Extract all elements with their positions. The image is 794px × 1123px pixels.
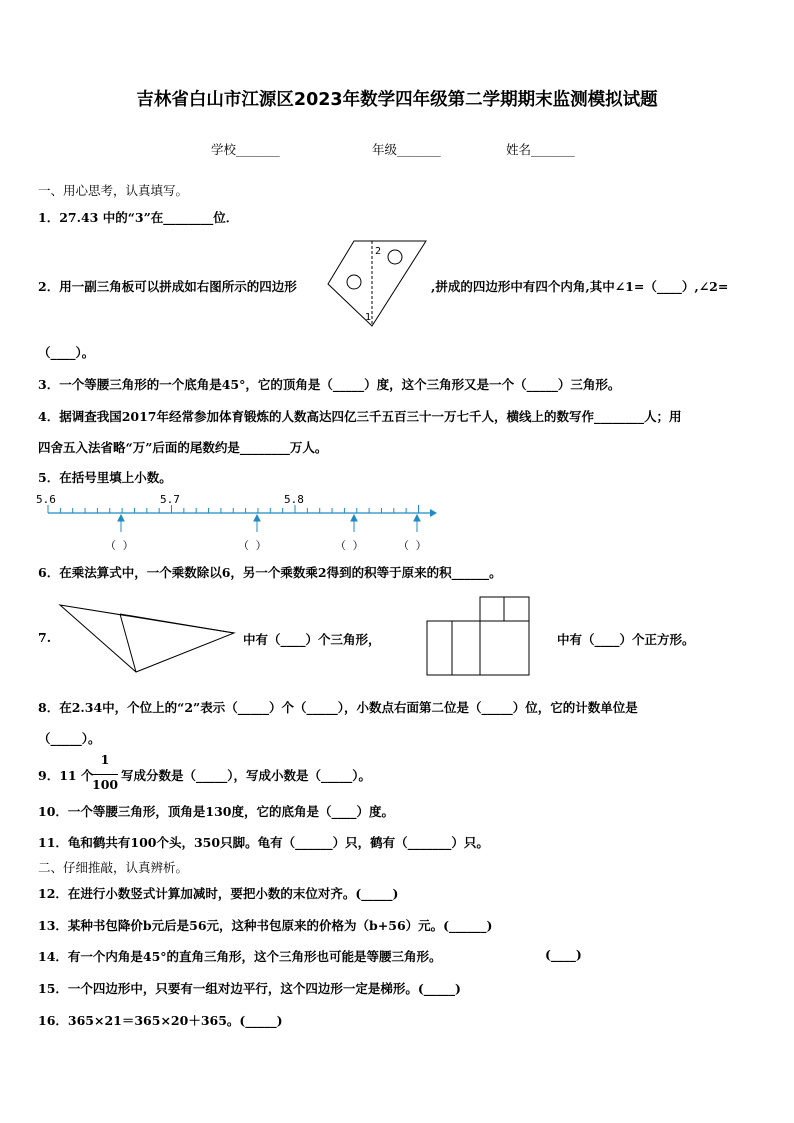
question-12: 12．在进行小数竖式计算加减时，要把小数的末位对齐。(_____) xyxy=(38,886,399,901)
inner-line-1 xyxy=(120,614,136,672)
answer-arrows xyxy=(118,515,420,532)
question-15: 15．一个四边形中，只要有一组对边平行，这个四边形一定是梯形。(_____) xyxy=(38,981,461,996)
squares-figure xyxy=(424,594,532,678)
quadrilateral-figure xyxy=(322,238,432,330)
question-11: 11．龟和鹤共有100个头，350只脚。龟有（______）只，鹤有（_______）只。 xyxy=(38,835,489,850)
angle-1-label: 1 xyxy=(365,312,372,323)
answer-blank-2: （ ） xyxy=(238,539,267,552)
question-9-prefix: 9．11 个 xyxy=(38,768,94,783)
answer-arrow-2-head xyxy=(254,515,260,521)
section-2-heading: 二、仔细推敲，认真辨析。 xyxy=(38,860,189,875)
tick-label-5.7: 5.7 xyxy=(160,493,180,506)
fraction-bar xyxy=(92,774,118,775)
answer-arrow-3-head xyxy=(351,515,357,521)
grade-field: 年级_______ xyxy=(372,142,441,157)
question-8-line-1: 8．在2.34中，个位上的“2”表示（_____）个（_____），小数点右面第二位是（_____）位，它的计数单位是 xyxy=(38,700,638,715)
answer-blank-1: （ ） xyxy=(105,539,134,552)
outer-triangle xyxy=(60,605,234,672)
question-4-line-1: 4．据调查我国2017年经常参加体育锻炼的人数高达四亿三千五百三十一万七千人，横线上的数写作________人；用 xyxy=(38,409,682,424)
question-2-continued: （____）。 xyxy=(38,345,95,360)
question-3: 3．一个等腰三角形的一个底角是45°，它的顶角是（_____）度，这个三角形又是一个（_____）三角形。 xyxy=(38,377,621,392)
section-1-heading: 一、用心思考，认真填写。 xyxy=(38,183,189,198)
tick-label-5.8: 5.8 xyxy=(284,493,304,506)
question-7-number: 7. xyxy=(38,630,52,645)
answer-arrow-1-head xyxy=(118,515,124,521)
question-9-suffix: 写成分数是（_____），写成小数是（_____）。 xyxy=(121,768,372,783)
school-field: 学校_______ xyxy=(211,142,280,157)
question-2-text-after: ,拼成的四边形中有四个内角,其中∠1=（____）,∠2= xyxy=(431,279,729,294)
question-7-text-1: 中有（____）个三角形， xyxy=(243,632,381,647)
number-line-arrow xyxy=(430,509,437,517)
question-13: 13．某种书包降价b元后是56元，这种书包原来的价格为（b+56）元。(______) xyxy=(38,918,493,933)
squares-outer-rect xyxy=(427,621,529,675)
question-2-text: 2．用一副三角板可以拼成如右图所示的四边形 xyxy=(38,279,297,294)
answer-arrow-4-head xyxy=(414,515,420,521)
question-5: 5．在括号里填上小数。 xyxy=(38,470,172,485)
answer-blank-3: （ ） xyxy=(335,539,364,552)
question-14-blank: (____) xyxy=(545,947,582,962)
question-16: 16．365×21＝365×20＋365。(_____) xyxy=(38,1013,283,1028)
triangle-hole-left xyxy=(347,275,361,289)
name-field: 姓名_______ xyxy=(506,142,575,157)
fraction-denominator: 100 xyxy=(92,777,119,792)
question-8-line-2: （_____）。 xyxy=(38,731,101,746)
fraction-numerator: 1 xyxy=(100,752,110,767)
inner-line-2 xyxy=(120,614,234,633)
question-7-text-2: 中有（____）个正方形。 xyxy=(557,632,695,647)
question-14: 14．有一个内角是45°的直角三角形，这个三角形也可能是等腰三角形。 xyxy=(38,949,442,964)
triangle-hole-right xyxy=(388,250,402,264)
question-6: 6．在乘法算式中，一个乘数除以6，另一个乘数乘2得到的积等于原来的积______。 xyxy=(38,565,502,580)
triangle-figure xyxy=(58,600,238,675)
tick-label-5.6: 5.6 xyxy=(36,493,56,506)
page-title: 吉林省白山市江源区2023年数学四年级第二学期期末监测模拟试题 xyxy=(136,90,658,110)
question-10: 10．一个等腰三角形，顶角是130度，它的底角是（____）度。 xyxy=(38,804,394,819)
answer-blank-4: （ ） xyxy=(398,539,427,552)
question-4-line-2: 四舍五入法省略“万”后面的尾数约是________万人。 xyxy=(38,440,328,455)
question-1: 1．27.43 中的“3”在________位． xyxy=(38,210,239,225)
number-line xyxy=(30,488,440,558)
angle-2-label: 2 xyxy=(375,246,382,257)
